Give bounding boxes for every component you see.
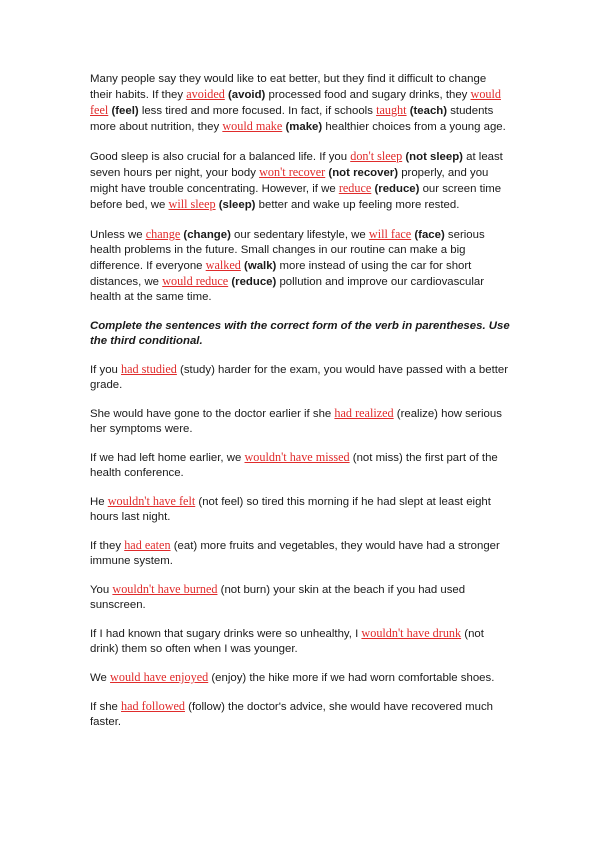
text: Many people say they would like to eat better, but they find it difficult to change their habits. If they: [90, 73, 487, 101]
text: (realize) how serious her symptoms were.: [90, 408, 502, 435]
text: If you: [90, 364, 122, 376]
text: We: [90, 672, 111, 684]
exercise-answer: wouldn't have burned: [112, 582, 218, 596]
text: (enjoy) the hike more if we had worn comfortable shoes.: [208, 672, 495, 684]
text: (eat) more fruits and vegetables, they would have had a stronger immune system.: [90, 540, 500, 567]
verb-hint: (not recover): [328, 167, 399, 179]
verb-hint: (make): [285, 121, 323, 133]
text: (not miss) the first part of the health conference.: [90, 452, 498, 479]
text: (study) harder for the exam, you would have passed with a better grade.: [90, 364, 509, 391]
exercise-answer: would have enjoyed: [110, 670, 209, 684]
answer-change: change: [145, 227, 181, 241]
text: Good sleep is also crucial for a balanced life. If you: [90, 151, 351, 163]
exercise-item: [90, 362, 510, 393]
verb-hint: (feel): [111, 105, 139, 117]
paragraph-nutrition: [90, 72, 510, 135]
text: properly, and you might have trouble concentrating. However, if we: [90, 167, 489, 195]
exercise-answer: wouldn't have felt: [107, 494, 196, 508]
text: more instead of using the car for short distances, we: [90, 260, 472, 288]
exercise-item: [90, 406, 510, 437]
text: If I had known that sugary drinks were so unhealthy, I: [90, 628, 362, 640]
text: (not feel) so tired this morning if he had slept at least eight hours last night.: [90, 496, 491, 523]
answer-avoided: avoided: [186, 87, 225, 101]
exercise-list: [90, 362, 510, 730]
text: at least seven hours per night, your body: [90, 151, 503, 179]
exercise-answer: wouldn't have missed: [244, 450, 350, 464]
exercise-item: [90, 582, 510, 613]
text: our sedentary lifestyle, we: [230, 229, 369, 241]
answer-will-face: will face: [368, 227, 412, 241]
paragraph-lifestyle: [90, 227, 510, 305]
verb-hint: (face): [414, 229, 445, 241]
verb-hint: (not sleep): [405, 151, 463, 163]
verb-hint: (teach): [409, 105, 448, 117]
answer-walked: walked: [205, 258, 241, 272]
answer-taught: taught: [376, 103, 407, 117]
answer-would-feel: would feel: [90, 87, 501, 117]
exercise-answer: had studied: [121, 362, 177, 376]
text: (not burn) your skin at the beach if you had used sunscreen.: [90, 584, 466, 611]
text: She would have gone to the doctor earlier if she: [90, 408, 335, 420]
answer-would-reduce: would reduce: [162, 274, 229, 288]
verb-hint: (change): [183, 229, 231, 241]
text: Unless we: [90, 229, 146, 241]
text: processed food and sugary drinks, they: [265, 89, 471, 101]
paragraph-sleep: [90, 149, 510, 213]
answer-reduce: reduce: [338, 181, 372, 195]
exercise-answer: wouldn't have drunk: [361, 626, 462, 640]
text: (not drink) them so often when I was younger.: [90, 628, 484, 655]
text: students more about nutrition, they: [90, 105, 494, 133]
text: healthier choices from a young age.: [322, 121, 506, 133]
exercise-item: [90, 450, 510, 481]
worksheet-page: [90, 72, 510, 743]
verb-hint: (walk): [244, 260, 277, 272]
text: better and wake up feeling more rested.: [255, 199, 460, 211]
answer-would-make: would make: [222, 119, 283, 133]
exercise-item: [90, 699, 510, 730]
exercise-item: [90, 538, 510, 569]
text: less tired and more focused. In fact, if schools: [138, 105, 377, 117]
verb-hint: (reduce): [374, 183, 420, 195]
exercise-answer: had realized: [334, 406, 394, 420]
text: If they: [90, 540, 125, 552]
text: serious health problems in the future. Small changes in our routine can make a big difference. If everyone: [90, 229, 485, 272]
answer-will-sleep: will sleep: [168, 197, 216, 211]
verb-hint: (sleep): [218, 199, 256, 211]
exercise-answer: had followed: [121, 699, 185, 713]
answer-dont-sleep: don't sleep: [350, 149, 403, 163]
exercise-item: [90, 626, 510, 657]
verb-hint: (reduce): [231, 276, 277, 288]
text: pollution and improve our cardiovascular health at the same time.: [90, 276, 484, 303]
text: You: [90, 584, 113, 596]
exercise-answer: had eaten: [124, 538, 171, 552]
exercise-item: [90, 494, 510, 525]
text: If we had left home earlier, we: [90, 452, 245, 464]
text: our screen time before bed, we: [90, 183, 502, 211]
verb-hint: (avoid): [228, 89, 266, 101]
exercise-item: [90, 670, 510, 686]
text: He: [90, 496, 108, 508]
exercise-instructions: Complete the sentences with the correct form of the verb in parentheses. Use the third conditional.: [90, 320, 510, 347]
answer-wont-recover: won't recover: [259, 165, 326, 179]
text: If she: [90, 701, 122, 713]
text: (follow) the doctor's advice, she would have recovered much faster.: [90, 701, 493, 728]
